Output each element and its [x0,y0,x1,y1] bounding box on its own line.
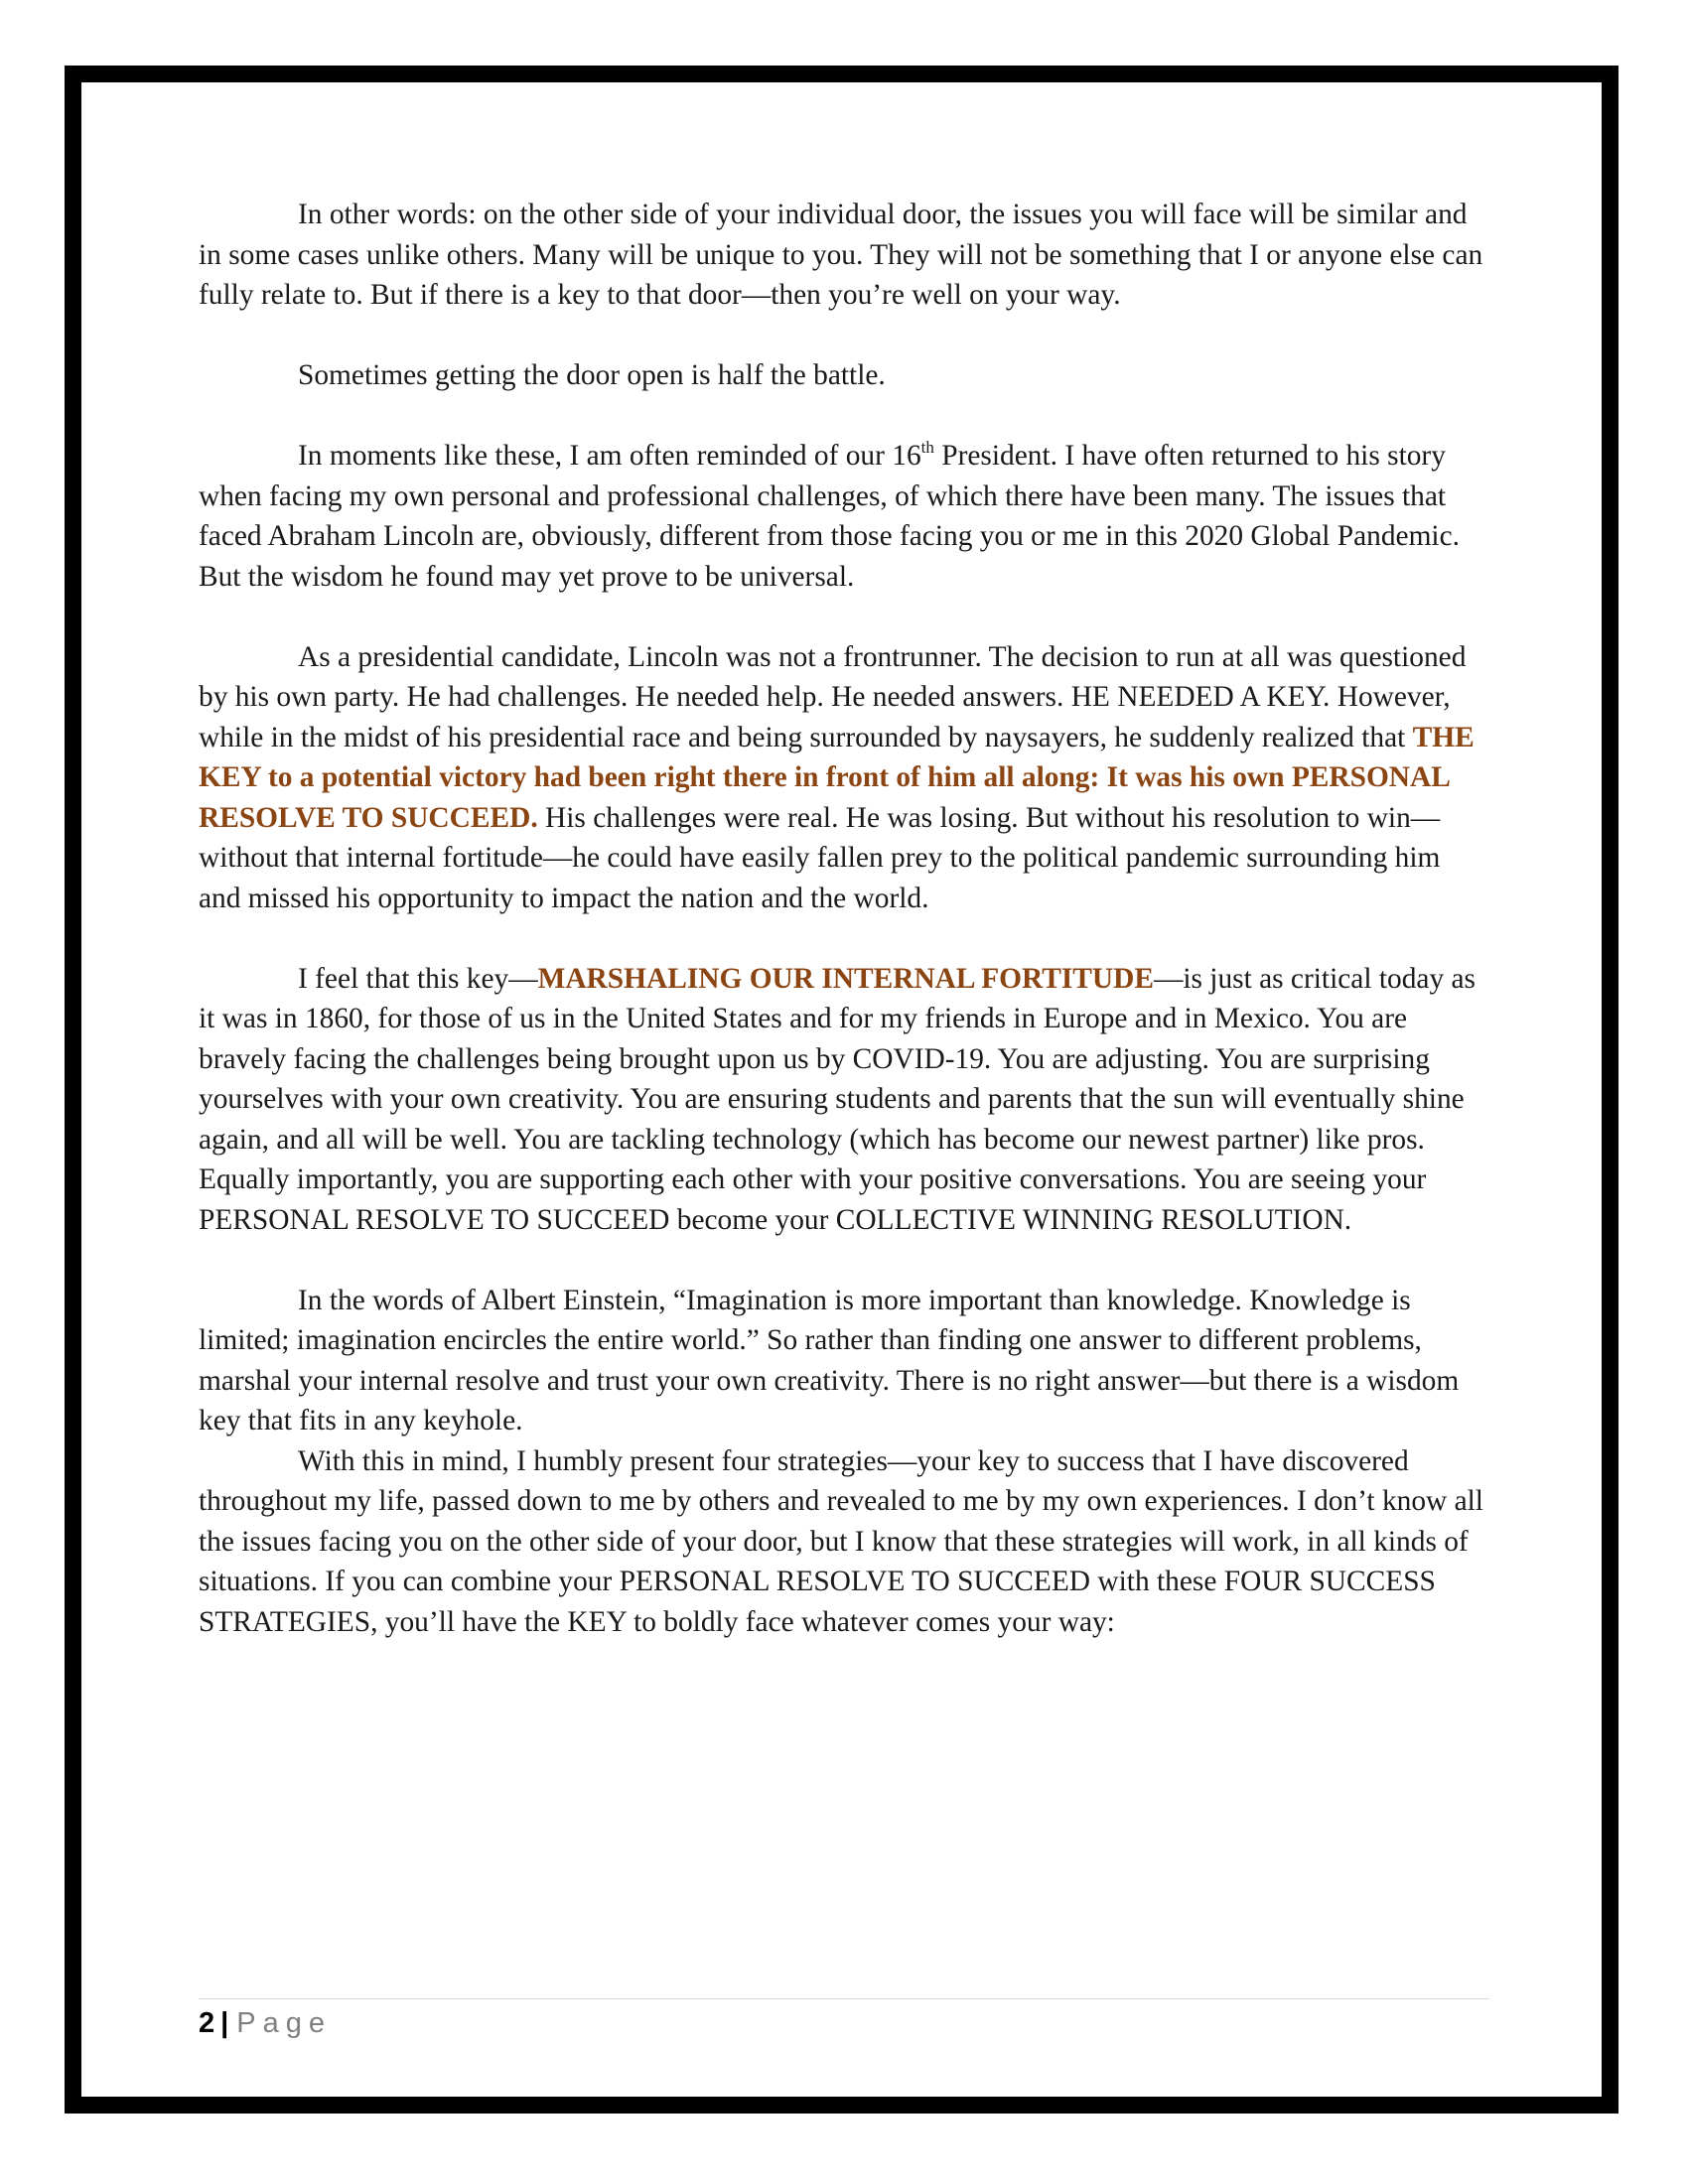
highlighted-key-statement: THE KEY to a potential victory had been right there in front of him all along: It was his own PERSONAL RESOLVE TO SUCCEED. [199,721,1475,834]
ordinal-superscript: th [920,438,934,457]
paragraph-text: His challenges were real. He was losing. But without his resolution to win—without that internal fortitude—he could have easily fallen prey to the political pandemic surrounding him and missed his opportunity to impact the nation and the world. [199,801,1441,914]
highlighted-fortitude-statement: MARSHALING OUR INTERNAL FORTITUDE [537,962,1154,995]
paragraph-four-strategies: With this in mind, I humbly present four strategies—your key to success that I have discovered throughout my life, passed down to me by others and revealed to me by my own experiences. I don’t know all the issues facing you on the other side of your door, but I know that these strategies will work, in all kinds of situations. If you can combine your PERSONAL RESOLVE TO SUCCEED with these FOUR SUCCESS STRATEGIES, you’ll have the KEY to boldly face whatever comes your way: [199,1444,1483,1638]
paragraph-16th-president [199,436,1489,597]
footer-divider [199,1998,1489,1999]
paragraph-einstein-quote: In the words of Albert Einstein, “Imagination is more important than knowledge. Knowledge is limited; imagination encircles the entire world.” So rather than finding one answer to different problems, marshal your internal resolve and trust your own creativity. There is no right answer—but there is a wisdom key that fits in any keyhole. [199,1284,1460,1436]
page-number: 2 [199,2007,215,2039]
paragraph-text: President. I have often returned to his story when facing my own personal and professional challenges, of which there have been many. The issues that faced Abraham Lincoln are, obviously, different from those facing you or me in this 2020 Global Pandemic. But the wisdom he found may yet prove to be universal. [199,440,1460,593]
paragraph-text: As a presidential candidate, Lincoln was not a frontrunner. The decision to run at all was questioned by his own party. He had challenges. He needed help. He needed answers. HE NEEDED A KEY. However, while in the midst of his presidential race and being surrounded by naysayers, he suddenly realized that [199,640,1467,753]
document-body [199,195,1489,1683]
paragraph-other-side-of-door: In other words: on the other side of your individual door, the issues you will face will be similar and in some cases unlike others. Many will be unique to you. They will not be something that I or anyone else can fully relate to. But if there is a key to that door—then you’re well on your way. [199,199,1483,311]
paragraph-text: —is just as critical today as it was in 1860, for those of us in the United States and for my friends in Europe and in Mexico. You are bravely facing the challenges being brought upon us by COVID-19. You are adjusting. You are surprising yourselves with your own creativity. You are ensuring students and parents that the sun will eventually shine again, and all will be well. You are tackling technology (which has become our newest partner) like pros. Equally importantly, you are supporting each other with your positive conversations. You are seeing your PERSONAL RESOLVE TO SUCCEED become your COLLECTIVE WINNING RESOLUTION. [199,962,1476,1236]
page-footer [199,2003,332,2043]
paragraph-door-open: Sometimes getting the door open is half the battle. [298,359,886,391]
paragraph-text: In moments like these, I am often reminded of our 16 [298,440,921,472]
paragraph-lincoln-candidate [199,637,1489,919]
page-label: Page [236,2007,332,2039]
paragraph-text: I feel that this key— [298,962,538,995]
paragraph-internal-fortitude [199,959,1489,1241]
footer-separator: | [220,2007,229,2039]
